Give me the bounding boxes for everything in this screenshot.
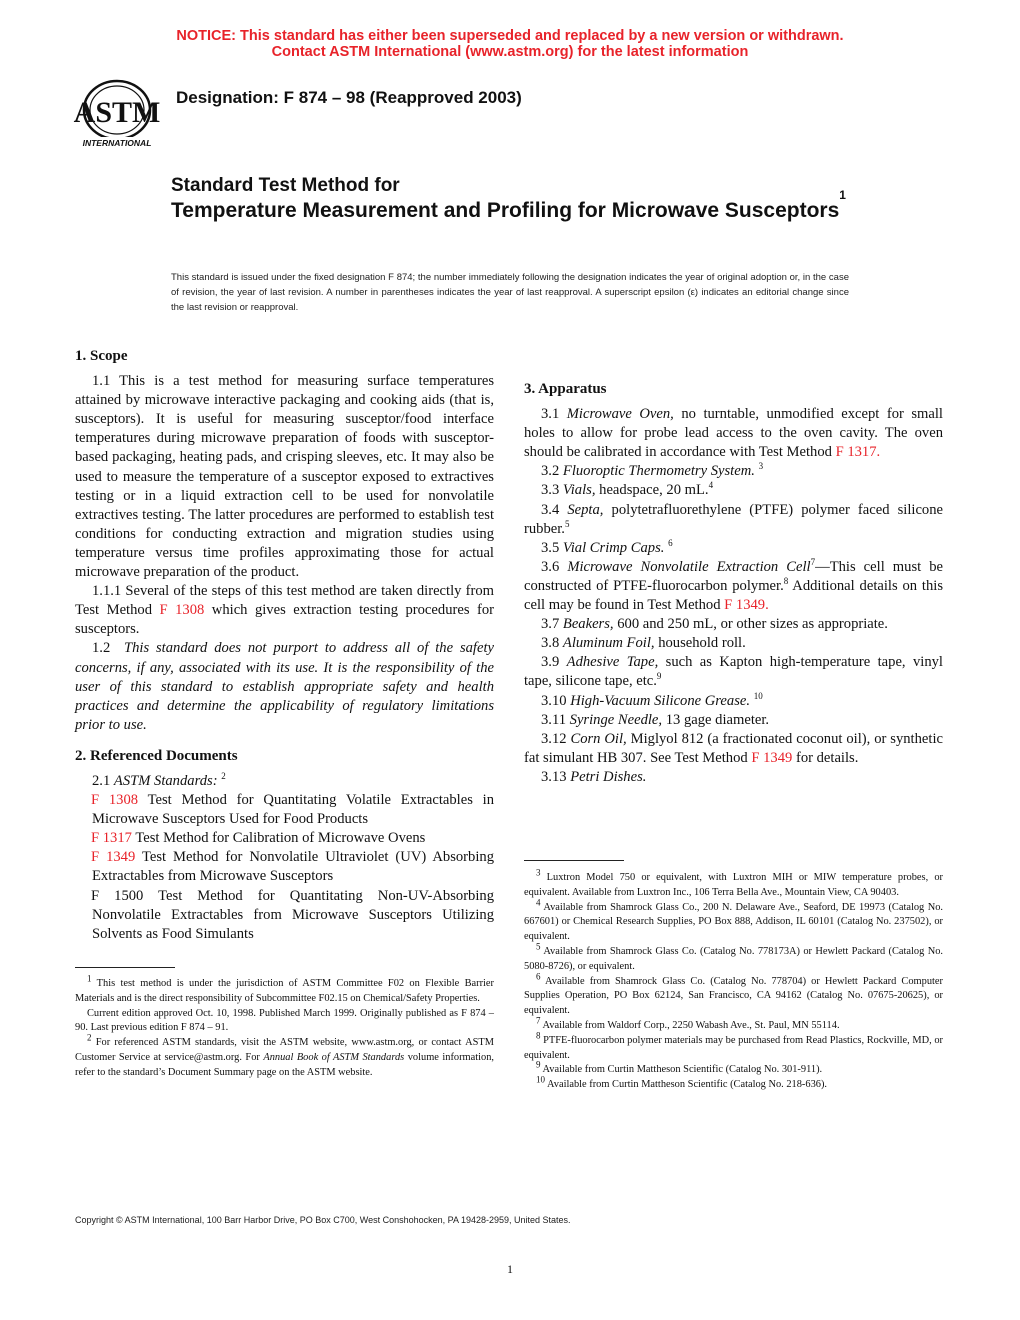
para-1-1-1-tail: which gives extraction testing procedures for susceptors. <box>75 602 495 638</box>
copyright: Copyright © ASTM International, 100 Barr Harbor Drive, PO Box C700, West Conshohocken, PA 19428-2959, United States. <box>75 1215 571 1225</box>
item-label: Fluoroptic Thermometry System. <box>562 463 755 480</box>
designation: Designation: F 874 – 98 (Reapproved 2003) <box>176 88 522 107</box>
item-num: 3.2 <box>541 463 560 480</box>
footnote-4 <box>524 897 943 945</box>
link-f1308[interactable]: F 1308 <box>159 602 205 619</box>
item-text: Additional details on this cell may be found in Test Method <box>524 577 944 614</box>
item-3-3 <box>524 481 943 500</box>
item-num: 3.8 <box>541 635 560 652</box>
item-text: household roll. <box>658 635 746 652</box>
footnote-mark: 5 <box>536 941 541 952</box>
ref-item <box>75 887 494 944</box>
ref-code-f1349[interactable]: F 1349 <box>91 849 136 866</box>
footnote-9 <box>524 1059 943 1078</box>
ref-code-f1500: F 1500 <box>91 887 144 904</box>
link-f1349[interactable]: F 1349. <box>724 597 769 614</box>
footnote-1-mark: 1 <box>87 973 92 984</box>
item-label: Aluminum Foil, <box>562 635 655 652</box>
ref-item <box>75 791 494 829</box>
para-1-1-1-text: 1.1.1 Several of the steps of this test method are taken directly from Test Method <box>75 583 494 619</box>
footnote-text: Available from Shamrock Glass Co., 200 N. Delaware Ave., Seaford, DE 19973 (Catalog No. 667601) or Chemical Research Supplies, PO Box 888, Addison, IL 60101 (Catalog No. 237502), or equivalent. <box>524 901 943 943</box>
item-num: 3.10 <box>541 692 567 709</box>
ref-code-f1317[interactable]: F 1317 <box>91 830 132 847</box>
item-sup: 4 <box>708 480 714 491</box>
item-label: Septa, <box>567 501 604 518</box>
footnote-2-mark: 2 <box>87 1032 92 1043</box>
footnote-3 <box>524 867 943 901</box>
item-sup: 10 <box>753 690 763 701</box>
footnote-mark: 7 <box>536 1015 541 1026</box>
item-text: polytetrafluorethylene (PTFE) polymer faced silicone rubber. <box>524 501 943 537</box>
ref-text: Test Method for Calibration of Microwave Ovens <box>135 830 426 847</box>
item-3-12 <box>524 730 943 768</box>
item-num: 3.6 <box>541 558 560 575</box>
footnote-8 <box>524 1030 943 1064</box>
ref-item <box>75 829 494 848</box>
ref-code-f1308[interactable]: F 1308 <box>91 792 139 809</box>
item-sup: 3 <box>758 461 764 472</box>
page-number: 1 <box>507 1262 513 1276</box>
item-3-13 <box>524 768 943 787</box>
item-sup: 8 <box>783 576 789 587</box>
item-text: headspace, 20 mL. <box>599 482 709 499</box>
footnote-text: Available from Waldorf Corp., 2250 Wabash Ave., St. Paul, MN 55114. <box>542 1019 840 1031</box>
footnote-mark: 4 <box>536 897 541 908</box>
title-main: Temperature Measurement and Profiling for Microwave Susceptors <box>171 199 840 222</box>
item-label: Adhesive Tape, <box>566 654 659 671</box>
para-1-1: 1.1 This is a test method for measuring surface temperatures attained by microwave interactive packaging and cooking aids (that is, susceptors). It is useful for measuring susceptor/food interface temperatures during microwave preparation of foods with susceptor-based packaging, heating pads, and crisping sleeves, etc. It may also be used to measure the temperature of a susceptor exposed to extractives testing or in a liquid extraction cell to be used for nonvolatile extractives testing. The latter procedures are performed to establish test conditions for conducting extraction and migration studies using temperature versus time profiles approximating those for actual microwave preparation of the product. <box>75 373 494 581</box>
footnote-text: Available from Shamrock Glass Co. (Catalog No. 778173A) or Hewlett Packard (Catalog No. 5080-8726), or equivalent. <box>524 945 943 972</box>
item-label: Microwave Oven, <box>566 406 674 423</box>
title-footnote-mark: 1 <box>839 188 846 202</box>
item-text: no turntable, unmodified except for small holes to allow for probe lead access to the oven cavity. The oven should be calibrated in accordance with Test Method <box>524 406 943 461</box>
ref-text: Test Method for Nonvolatile Ultraviolet (UV) Absorbing Extractables from Microwave Susceptors <box>92 849 494 885</box>
item-label: Corn Oil, <box>570 730 627 747</box>
footnote-rule-left <box>75 967 175 968</box>
footnote-text: Available from Curtin Mattheson Scientific (Catalog No. 301-911). <box>542 1064 823 1076</box>
item-sup: 6 <box>668 537 673 548</box>
footnote-2 <box>75 1032 495 1080</box>
footnote-mark: 10 <box>536 1074 545 1085</box>
item-3-5 <box>524 539 943 558</box>
left-column <box>75 347 494 944</box>
item-label: Petri Dishes. <box>570 768 647 785</box>
item-num: 3.13 <box>541 768 567 785</box>
footnote-1-text: This test method is under the jurisdiction of ASTM Committee F02 on Flexible Barrier Materials and is the direct responsibility of Subcommittee F02.15 on Chemical/Safety Properties. <box>75 978 494 1004</box>
footnote-2-tail: volume information, refer to the standard’s Document Summary page on the ASTM website. <box>75 1051 495 1078</box>
footnote-mark: 9 <box>536 1059 541 1070</box>
notice-line-1: NOTICE: This standard has either been superseded and replaced by a new version or withdrawn. <box>176 28 844 44</box>
item-3-2 <box>524 462 943 481</box>
item-3-11 <box>524 711 943 730</box>
item-3-10 <box>524 692 943 711</box>
ref-item <box>75 848 494 886</box>
footnote-mark: 6 <box>536 971 541 982</box>
ref-text: Test Method for Quantitating Non-UV-Absorbing Nonvolatile Extractables from Microwave Susceptors Utilizing Solvents as Food Simulants <box>92 887 495 942</box>
para-1-2-num: 1.2 <box>92 640 111 657</box>
para-2-1 <box>75 772 494 791</box>
footnote-7 <box>524 1015 943 1034</box>
footnote-1 <box>75 973 494 1007</box>
item-num: 3.12 <box>541 730 567 747</box>
ref-text: Test Method for Quantitating Volatile Extractables in Microwave Susceptors Used for Food Products <box>92 792 495 828</box>
preamble: This standard is issued under the fixed designation F 874; the number immediately following the designation indicates the year of original adoption or, in the case of revision, the year of last revision. A number in parentheses indicates the year of last reapproval. A superscript epsilon (ε) indicates an editorial change since the last revision or reapproval. <box>171 272 849 313</box>
item-label: Vial Crimp Caps. <box>562 539 665 556</box>
item-label: Microwave Nonvolatile Extraction Cell <box>567 558 811 575</box>
link-f1349-2[interactable]: F 1349 <box>751 749 793 766</box>
item-text: 13 gage diameter. <box>665 711 770 728</box>
section-2-heading: 2. Referenced Documents <box>75 747 238 764</box>
footnote-text: Available from Curtin Mattheson Scientific (Catalog No. 218-636). <box>547 1079 828 1091</box>
item-text: —This cell must be constructed of PTFE-fluorocarbon polymer. <box>524 558 943 594</box>
para-2-1-label: ASTM Standards: <box>113 772 218 789</box>
astm-logo <box>72 74 162 152</box>
footnote-2-text: For referenced ASTM standards, visit the ASTM website, www.astm.org, or contact ASTM Customer Service at service@astm.org. For <box>75 1037 494 1063</box>
item-3-8 <box>524 634 943 653</box>
footnote-6 <box>524 971 943 1019</box>
item-num: 3.4 <box>541 501 560 518</box>
item-text: for details. <box>795 749 859 766</box>
item-3-6 <box>524 558 943 615</box>
footnote-mark: 3 <box>536 867 541 878</box>
title-line-2 <box>171 188 871 223</box>
item-3-4 <box>524 501 943 539</box>
logo-letters: ASTM <box>73 96 161 129</box>
item-num: 3.7 <box>541 616 560 633</box>
footnote-text: Luxtron Model 750 or equivalent, with Luxtron MIH or MIW temperature probes, or equivalent. Available from Luxtron Inc., 106 Terra Bella Ave., Mountain View, CA 90403. <box>524 872 943 898</box>
item-num: 3.1 <box>541 406 560 423</box>
footnotes-left <box>75 973 495 1081</box>
para-2-1-num: 2.1 <box>92 772 111 789</box>
para-2-1-sup: 2 <box>221 771 226 782</box>
item-sup: 5 <box>564 518 570 529</box>
item-num: 3.5 <box>541 539 560 556</box>
item-text: 600 and 250 mL, or other sizes as appropriate. <box>617 616 888 633</box>
item-label: High-Vacuum Silicone Grease. <box>570 692 751 709</box>
item-num: 3.3 <box>541 482 560 499</box>
section-3-heading: 3. Apparatus <box>524 381 607 397</box>
item-text: such as Kapton high-temperature tape, vinyl tape, silicone tape, etc. <box>524 654 943 690</box>
footnote-10 <box>524 1074 943 1093</box>
item-num: 3.9 <box>541 654 560 671</box>
footnote-2-italic: Annual Book of ASTM Standards <box>263 1051 405 1063</box>
item-3-1 <box>524 405 943 462</box>
footnote-text: Available from Shamrock Glass Co. (Catalog No. 778704) or Hewlett Packard Computer Supplies Operation, PO Box 62124, San Francisco, CA 94162 (Catalog No. 07675-20625), or equivalent. <box>524 975 943 1017</box>
footnote-5 <box>524 941 943 975</box>
item-3-9 <box>524 653 943 691</box>
right-column <box>524 380 943 787</box>
item-label: Beakers, <box>562 616 614 633</box>
item-label: Syringe Needle, <box>569 711 663 728</box>
para-1-1-1 <box>75 582 494 639</box>
item-num: 3.11 <box>541 711 566 728</box>
section-1-heading: 1. Scope <box>75 348 128 364</box>
link-f1317[interactable]: F 1317. <box>835 444 881 461</box>
footnote-mark: 8 <box>536 1030 541 1041</box>
notice-line-2: Contact ASTM International (www.astm.org) for the latest information <box>271 44 749 60</box>
astm-logo-icon <box>72 74 162 152</box>
title-line-1: Standard Test Method for <box>171 175 400 196</box>
footnotes-right <box>524 867 943 1093</box>
footnote-1b: Current edition approved Oct. 10, 1998. Published March 1999. Originally published as F 874 – 90. Last previous edition F 874 – 91. <box>75 1007 494 1034</box>
item-label: Vials, <box>562 482 596 499</box>
footnote-rule-right <box>524 860 624 861</box>
footnote-text: PTFE-fluorocarbon polymer materials may be purchased from Read Plastics, Rockville, MD, or equivalent. <box>524 1034 943 1061</box>
para-1-2 <box>75 639 494 734</box>
item-text: Miglyol 812 (a fractionated coconut oil), or synthetic fat simulant HB 307. See Test Method <box>524 730 943 766</box>
item-3-7 <box>524 615 943 634</box>
logo-caption: INTERNATIONAL <box>82 138 152 148</box>
para-1-2-text: This standard does not purport to address all of the safety concerns, if any, associated with its use. It is the responsibility of the user of this standard to establish appropriate safety and health practices and determine the applicability of regulatory limitations prior to use. <box>75 640 494 733</box>
item-sup: 7 <box>810 556 816 567</box>
item-sup: 9 <box>656 671 662 682</box>
